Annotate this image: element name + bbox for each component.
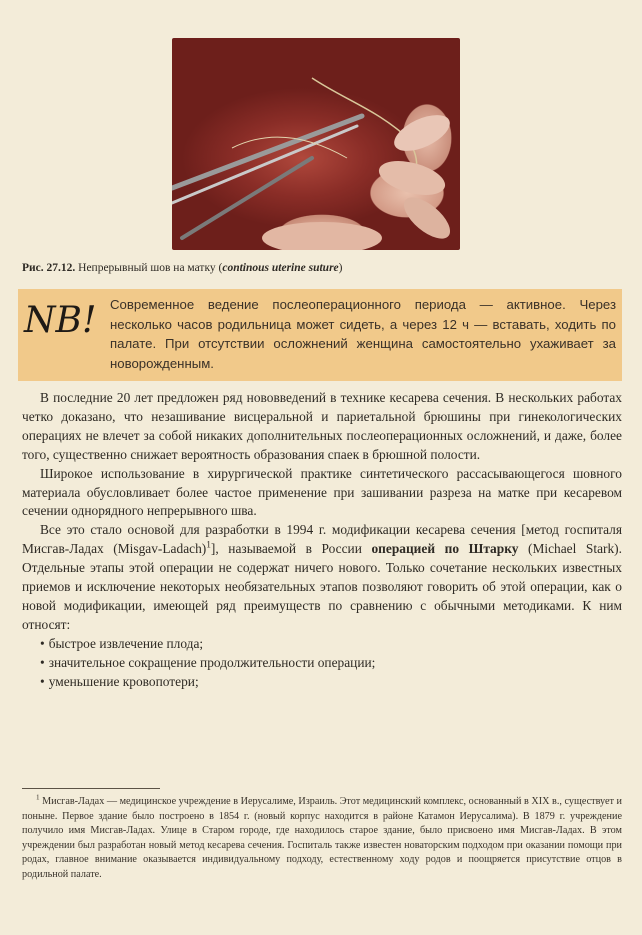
paragraph-2: Широкое использование в хирургической практике синтетического рассасывающегося шовного материала обусловливает более частое применение при зашивании разреза на матке при кесаревом сечении однорядного непрерывного шва. [22, 465, 622, 519]
footnote-body: Мисгав-Ладах — медицинское учреждение в Иерусалиме, Израиль. Этот медицинский комплекс, основанный в XIX в., существует и поныне. Первое здание было построено в 1854 г. (новый корпус находится в районе Катамон Иерусалима). В 1879 г. учреждение получило имя Мисгав-Ладах. Улице в Старом городе, где находилось старое здание, было присвоено имя Мисгав-Ладах. В этом учреждении был разработан новый метод кесарева сечения. Госпиталь также известен новаторским подходом при оказании помощи при родах, главное внимание оказывается индивидуальному подходу, естественному ходу родов и поощряется присутствие отцов в родильной палате. [22, 796, 622, 880]
footnote-ref: 1 [206, 540, 211, 551]
nb-callout [18, 289, 622, 381]
surgery-illustration [172, 38, 460, 250]
forceps-arm [172, 116, 362, 188]
caption-latin: continous uterine suture [222, 262, 339, 274]
list-item: • уменьшение кровопотери; [40, 673, 622, 692]
paragraph-3-part-b: ], называемой в России [210, 541, 372, 557]
footnote-text [22, 795, 622, 883]
gloved-finger [375, 155, 448, 202]
nb-text: Современное ведение послеоперационного периода — активное. Через несколько часов родильница может сидеть, а через 12 ч — вставать, ходить по палате. При отсутствии осложнений женщина самостоятельно ухаживает за новорожденным. [110, 297, 616, 371]
footnote-marker: 1 [36, 793, 40, 802]
paragraph-3-part-c: (Michael Stark). Отдельные этапы этой операции не содержат ничего нового. Только сочетание нескольких известных приемов и исключение некоторых необязательных этапов позволяют говорить об этой операции, как о новой модификации, имеющей ряд преимуществ по сравнению с обычными методиками. К ним относят: [22, 541, 622, 632]
gloved-hand [262, 222, 382, 250]
main-text [22, 389, 622, 692]
caption-text: Непрерывный шов на матку ( [75, 262, 223, 274]
list-item: • значительное сокращение продолжительности операции; [40, 654, 622, 673]
nb-mark: NB! [24, 300, 97, 341]
gloved-finger [389, 108, 455, 159]
paragraph-3 [22, 521, 622, 634]
list-item: • быстрое извлечение плода; [40, 635, 622, 654]
figure-caption [22, 262, 622, 274]
surgery-photo [172, 38, 460, 250]
footnote-divider [22, 788, 160, 789]
paragraph-1: В последние 20 лет предложен ряд нововведений в технике кесарева сечения. В нескольких работах четко доказано, что незашивание висцеральной и париетальной брюшины при гинекологических операциях не влечет за собой никаких дополнительных послеоперационных осложнений, и даже, более того, существенно снижает вероятность образования спаек в брюшной полости. [22, 390, 622, 462]
caption-label: Рис. 27.12. [22, 262, 76, 274]
paragraph-3-part-a: Все это стало основой для разработки в 1994 г. модификации кесарева сечения [метод госпиталя Мисгав-Ладах (Misgav-Ladach) [22, 522, 622, 557]
footnote [22, 795, 622, 883]
gloved-finger [397, 190, 457, 246]
caption-end: ) [338, 262, 343, 274]
operation-name: операцией по Штарку [371, 541, 519, 557]
advantages-list [22, 635, 622, 692]
bleed-through-text [20, 4, 620, 34]
